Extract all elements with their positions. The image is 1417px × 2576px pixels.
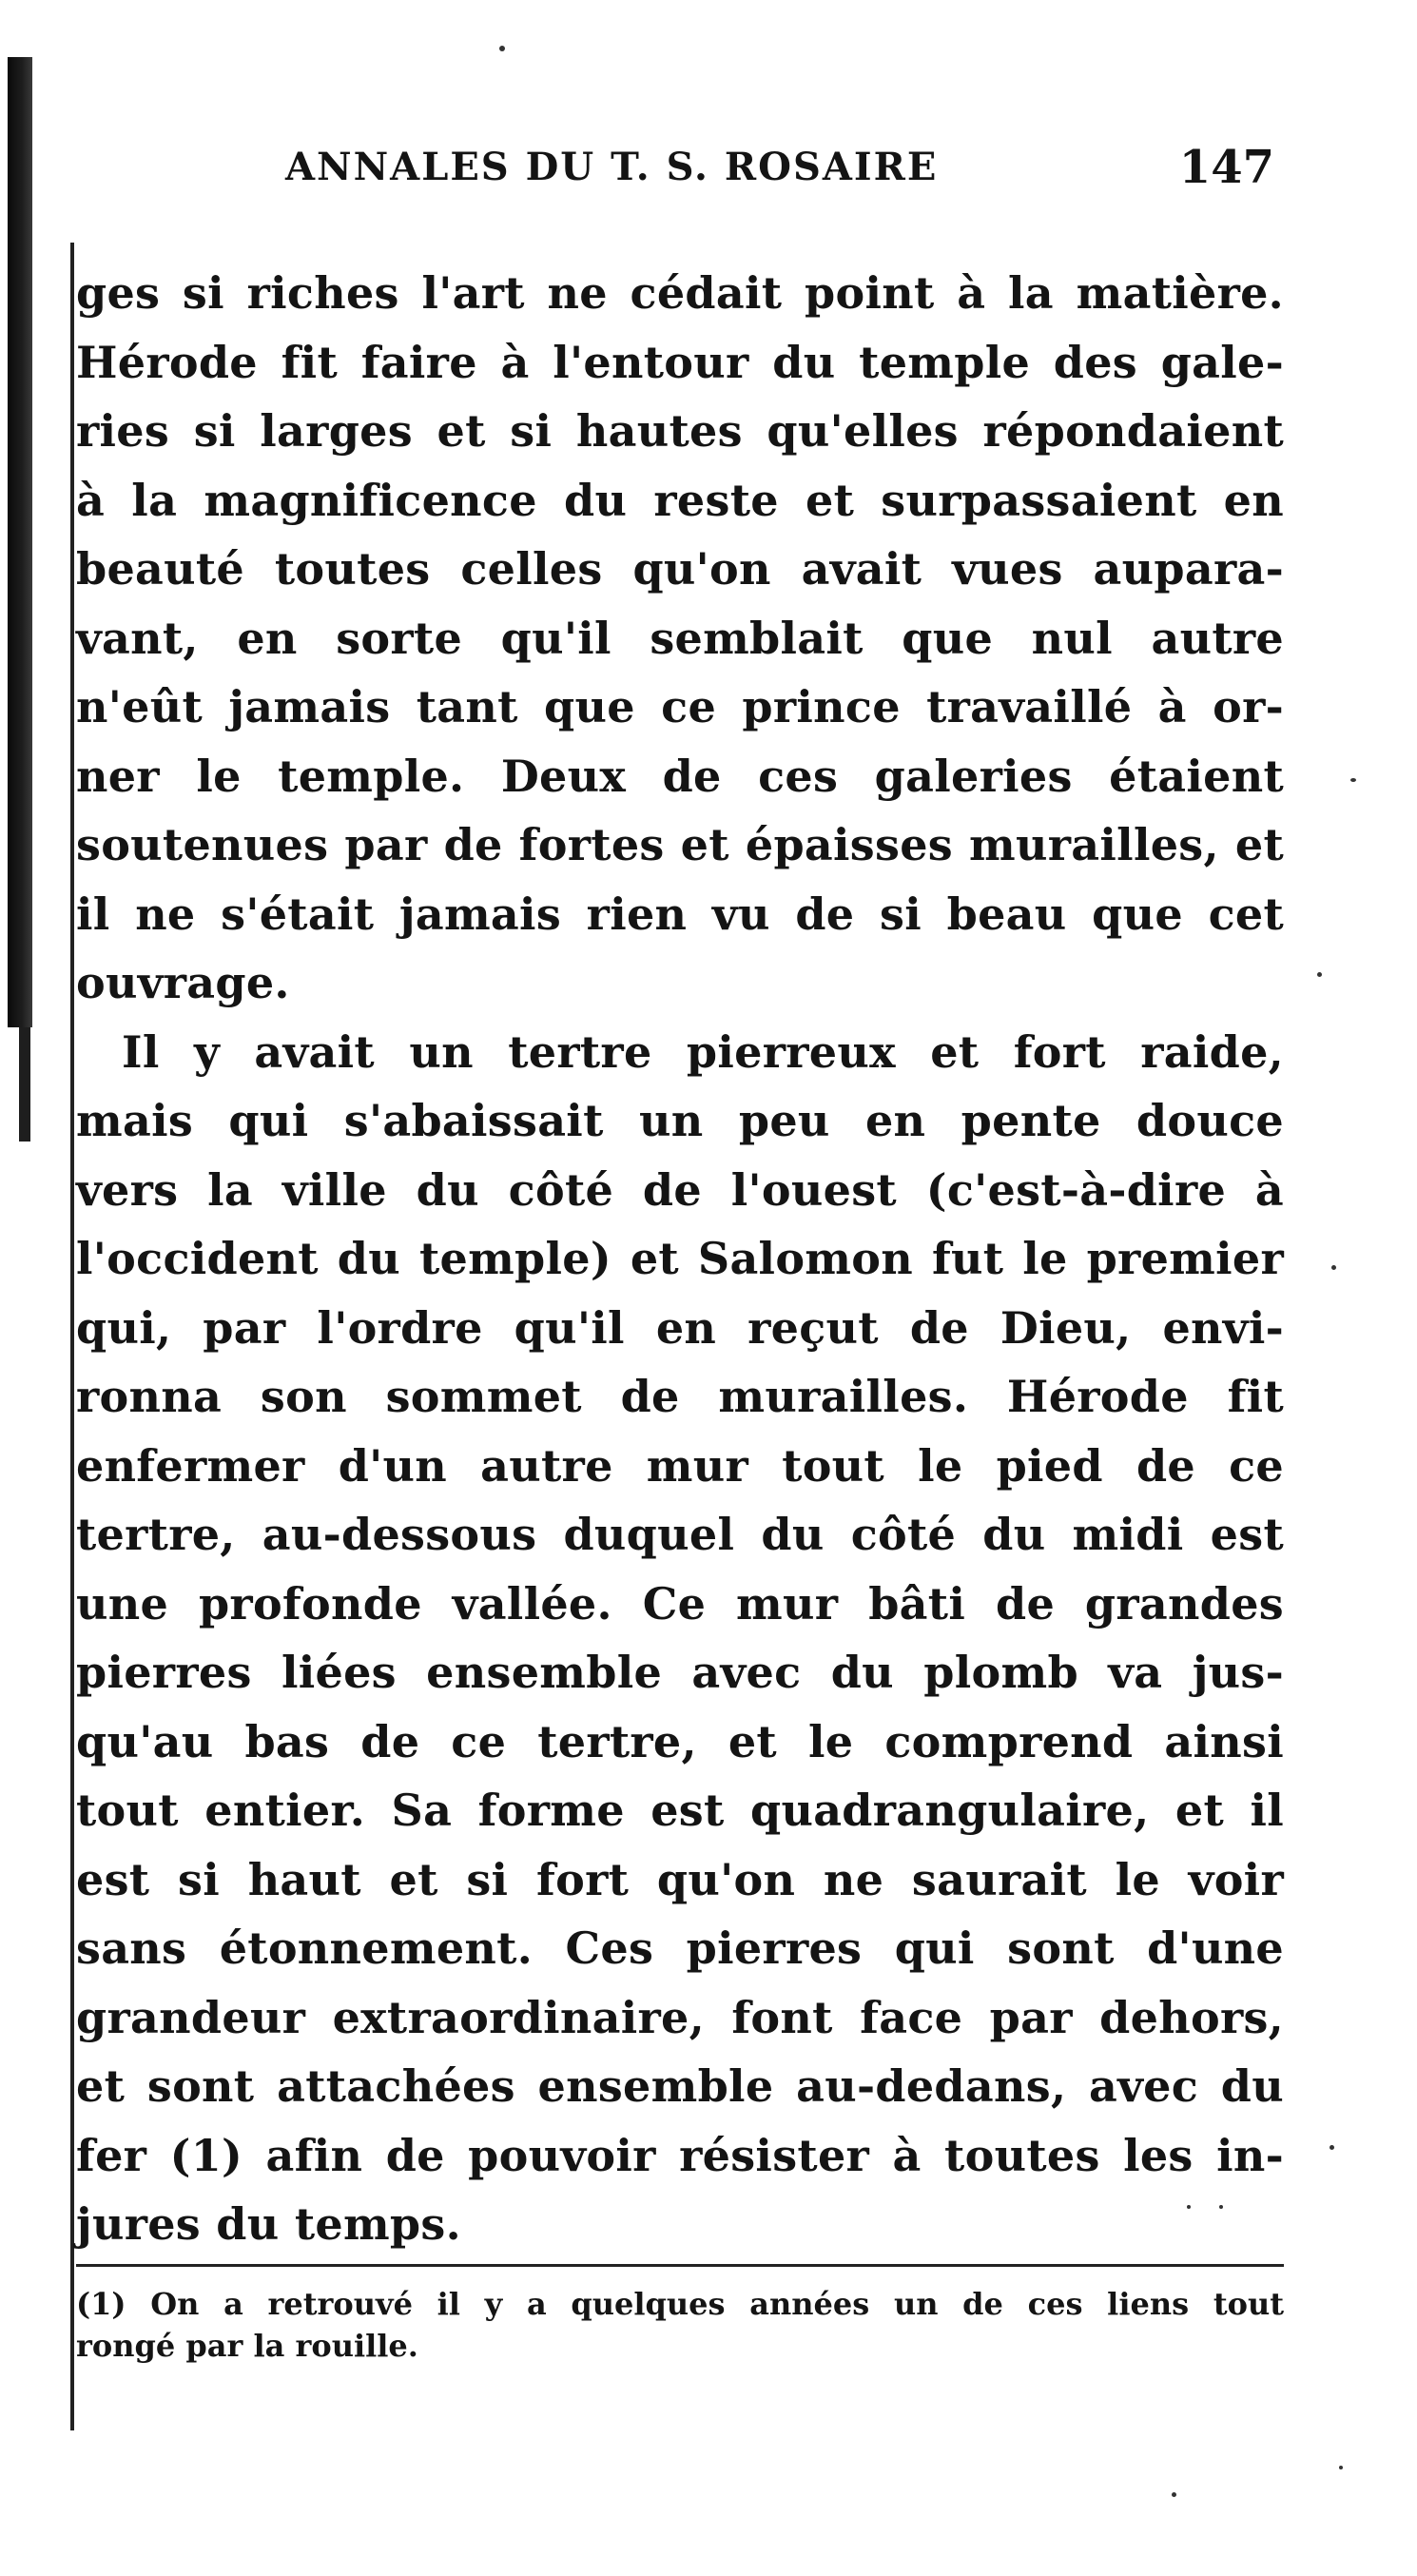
scan-speck — [1339, 2466, 1343, 2469]
text-line: enfermer d'un autre mur tout le pied de ce — [76, 1439, 1284, 1492]
text-line: une profonde vallée. Ce mur bâti de grandes — [76, 1577, 1284, 1630]
text-line: ner le temple. Deux de ces galeries étaient — [76, 750, 1284, 802]
page-number: 147 — [1178, 141, 1274, 194]
text-line: est si haut et si fort qu'on ne saurait le voir — [76, 1853, 1284, 1905]
text-line: Hérode fit faire à l'entour du temple des gale- — [76, 336, 1284, 388]
text-line: pierres liées ensemble avec du plomb va jus- — [76, 1647, 1284, 1698]
footnotes — [76, 2283, 1284, 2367]
text-line: mais qui s'abaissait un peu en pente douce — [76, 1095, 1284, 1146]
text-line: fer (1) afin de pouvoir résister à toutes les in- — [76, 2129, 1284, 2181]
text-line: n'eût jamais tant que ce prince travaillé à or- — [76, 681, 1284, 732]
text-line: ries si larges et si hautes qu'elles répondaient — [76, 405, 1284, 457]
text-line: tout entier. Sa forme est quadrangulaire, et il — [76, 1785, 1284, 1836]
text-line: ronna son sommet de murailles. Hérode fit — [76, 1371, 1284, 1422]
footnote-line: rongé par la rouille. — [76, 2328, 418, 2364]
text-line: à la magnificence du reste et surpassaient en — [76, 474, 1284, 526]
body-text — [76, 259, 1284, 2259]
scan-speck — [1330, 2145, 1334, 2150]
running-title: ANNALES DU T. S. ROSAIRE — [285, 145, 939, 189]
text-line: et sont attachées ensemble au-dedans, avec du — [76, 2060, 1284, 2112]
text-line: soutenues par de fortes et épaisses murailles, et — [76, 819, 1284, 870]
scan-speck — [1350, 778, 1356, 782]
text-line: il ne s'était jamais rien vu de si beau que cet — [76, 888, 1284, 940]
text-line: vers la ville du côté de l'ouest (c'est-à-dire à — [76, 1163, 1284, 1216]
binding-shadow — [8, 57, 32, 1027]
text-line: tertre, au-dessous duquel du côté du midi est — [76, 1509, 1284, 1560]
scan-speck — [1317, 972, 1322, 977]
text-line: grandeur extraordinaire, font face par dehors, — [76, 1991, 1284, 2043]
text-line: vant, en sorte qu'il semblait que nul autre — [76, 612, 1284, 664]
text-line: jures du temps. — [76, 2198, 461, 2250]
text-line: ges si riches l'art ne cédait point à la matière. — [76, 267, 1284, 319]
running-head — [285, 141, 1274, 202]
text-line: qu'au bas de ce tertre, et le comprend ainsi — [76, 1715, 1284, 1767]
footnote-line: (1) On a retrouvé il y a quelques années un de ces liens tout — [76, 2286, 1284, 2322]
footnote-separator — [76, 2264, 1284, 2267]
text-line: l'occident du temple) et Salomon fut le premier — [76, 1233, 1284, 1284]
left-margin-rule — [70, 243, 74, 2430]
text-line: sans étonnement. Ces pierres qui sont d'une — [76, 1922, 1284, 1974]
scan-speck — [1331, 1265, 1336, 1270]
scan-speck — [1187, 2205, 1191, 2209]
scan-speck — [1219, 2205, 1223, 2209]
paragraph-first-line: Il y avait un tertre pierreux et fort raide, — [122, 1025, 1284, 1078]
scan-speck — [1172, 2492, 1176, 2497]
text-line: beauté toutes celles qu'on avait vues aupara- — [76, 543, 1284, 595]
text-line: ouvrage. — [76, 957, 290, 1008]
text-line: qui, par l'ordre qu'il en reçut de Dieu, envi- — [76, 1301, 1284, 1354]
scan-speck — [499, 46, 505, 51]
binding-shadow-lower — [19, 1027, 30, 1142]
